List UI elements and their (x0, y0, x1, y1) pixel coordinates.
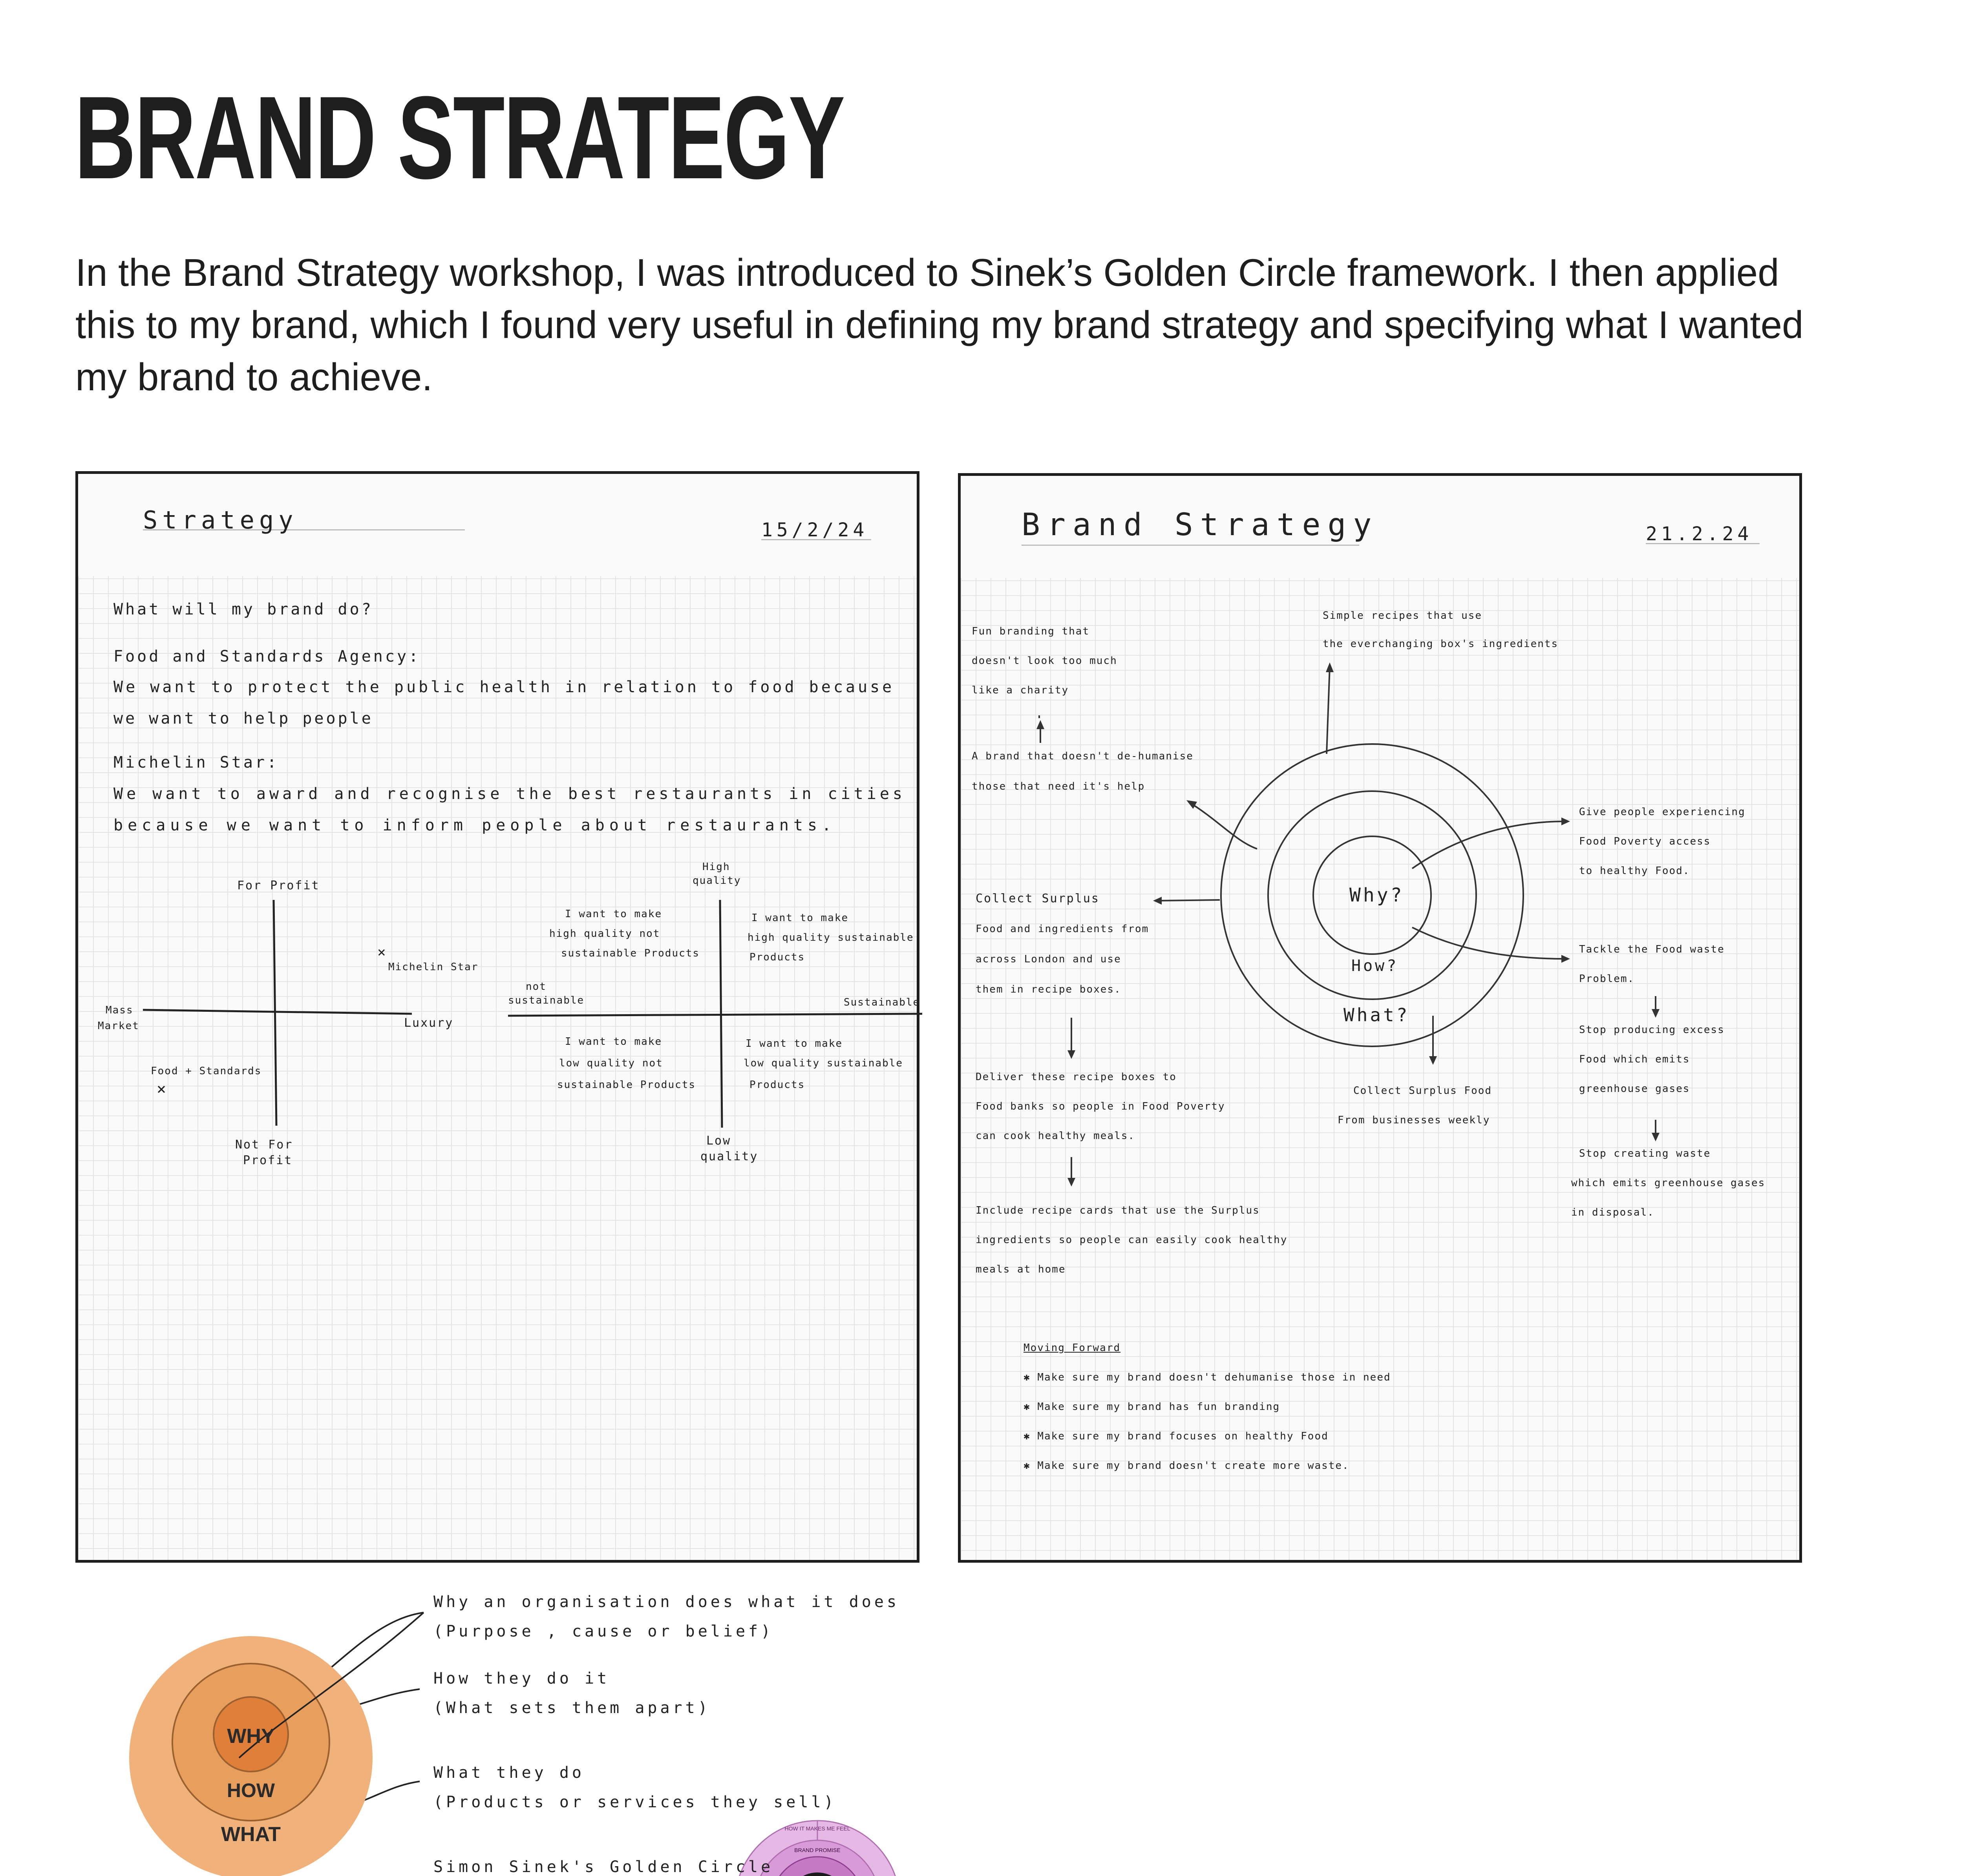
deliver-boxes-line-1: Deliver these recipe boxes to (976, 1071, 1177, 1083)
fsa-line-1: We want to protect the public health in relation to food because (113, 678, 895, 696)
michelin-line-2: because we want to inform people about restaurants. (113, 816, 836, 834)
map2-q-br-1: I want to make (746, 1038, 843, 1050)
map1-point-michelin: Michelin Star (388, 961, 479, 973)
svg-text:×: × (377, 944, 386, 960)
stop-waste-line-3: in disposal. (1571, 1207, 1654, 1218)
dehumanise-line-2: those that need it's help (972, 781, 1145, 792)
map2-q-br-2: low quality sustainable (744, 1057, 903, 1069)
fun-branding-line-3: like a charity (972, 684, 1069, 696)
tackle-waste-line-2: Problem. (1579, 973, 1635, 985)
map1-left-label-1: Mass (106, 1004, 133, 1016)
recipe-cards-line-2: ingredients so people can easily cook healthy (976, 1234, 1288, 1246)
golden-circle-how-label: HOW (227, 1779, 275, 1801)
collect-weekly-line-1: Collect Surplus Food (1353, 1085, 1492, 1097)
collect-surplus-line-2: Food and ingredients from (976, 923, 1149, 935)
give-access-line-2: Food Poverty access (1579, 836, 1711, 847)
left-page-date: 15/2/24 (761, 521, 871, 540)
golden-circle-caption: Simon Sinek's Golden Circle (433, 1858, 774, 1876)
essence-ring-top: HOW IT MAKES ME FEEL (784, 1825, 850, 1832)
map2-q-tl-3: sustainable Products (561, 947, 700, 959)
map2-q-bl-1: I want to make (565, 1036, 662, 1048)
how-note-line-1: How they do it (433, 1669, 610, 1688)
recipe-cards-line-1: Include recipe cards that use the Surplus (976, 1205, 1260, 1216)
map2-left-label-1: not (526, 981, 546, 993)
michelin-line-1: We want to award and recognise the best restaurants in cities (113, 785, 906, 803)
stop-waste-line-1: Stop creating waste (1579, 1148, 1711, 1159)
right-notebook-page (958, 473, 1802, 1563)
how-note-line-2: (What sets them apart) (433, 1699, 711, 1717)
left-notebook-page (75, 471, 920, 1876)
map1-point-fsa: Food + Standards (151, 1065, 262, 1077)
map2-bottom-label-2: quality (700, 1150, 759, 1163)
give-access-line-3: to healthy Food. (1579, 865, 1690, 877)
map2-right-label: Sustainable (844, 997, 920, 1008)
moving-forward-title: Moving Forward (1024, 1342, 1121, 1354)
map2-q-tl-1: I want to make (565, 908, 662, 920)
map1-left-label-2: Market (98, 1020, 139, 1032)
page-title: BRAND STRATEGY (75, 71, 844, 203)
collect-surplus-line-3: across London and use (976, 953, 1121, 965)
intro-paragraph: In the Brand Strategy workshop, I was introduced to Sinek’s Golden Circle framework. I then applied this to my brand, which I found very useful in defining my brand strategy and specifying what I wanted my brand to achieve. (75, 251, 1804, 399)
map1-right-label: Luxury (404, 1016, 454, 1030)
why-note-line-2: (Purpose , cause or belief) (433, 1622, 774, 1640)
fun-branding-line-1: Fun branding that (972, 625, 1090, 637)
right-page-heading: Brand Strategy (1022, 505, 1359, 546)
brand-question: What will my brand do? (113, 600, 373, 618)
why-note-line-1: Why an organisation does what it does (433, 1593, 900, 1611)
dehumanise-line-1: A brand that doesn't de-humanise (972, 750, 1194, 762)
golden-circle-what-label: WHAT (221, 1823, 281, 1846)
what-note-line-2: (Products or services they sell) (433, 1793, 837, 1811)
svg-text:×: × (157, 1080, 166, 1098)
map2-q-tr-3: Products (749, 951, 805, 963)
give-access-line-1: Give people experiencing (1579, 806, 1745, 818)
map1-top-label: For Profit (237, 879, 320, 892)
fun-branding-line-2: doesn't look too much (972, 655, 1117, 667)
fsa-line-2: we want to help people (113, 709, 373, 728)
stop-excess-line-1: Stop producing excess (1579, 1024, 1725, 1036)
michelin-title: Michelin Star: (113, 753, 279, 772)
moving-forward-item: ✱ Make sure my brand has fun branding (1024, 1401, 1280, 1413)
circle-what-label: What? (1343, 1004, 1410, 1026)
circle-how-label: How? (1351, 957, 1399, 975)
map1-bottom-label-1: Not For (235, 1138, 293, 1152)
recipe-cards-line-3: meals at home (976, 1263, 1066, 1275)
golden-circle-why-label: WHY (227, 1725, 275, 1748)
simple-recipes-line-1: Simple recipes that use (1323, 610, 1482, 622)
deliver-boxes-line-3: can cook healthy meals. (976, 1130, 1135, 1142)
collect-surplus-line-4: them in recipe boxes. (976, 984, 1121, 995)
simple-recipes-line-2: the everchanging box's ingredients (1323, 638, 1559, 650)
map2-q-bl-2: low quality not (559, 1057, 663, 1069)
map2-top-label-1: High (702, 861, 730, 873)
map2-q-tr-2: high quality sustainable (748, 932, 914, 943)
stop-waste-line-2: which emits greenhouse gases (1571, 1177, 1766, 1189)
right-page-date: 21.2.24 (1646, 525, 1760, 544)
essence-inner-top: BRAND PROMISE (794, 1847, 841, 1853)
map2-bottom-label-1: Low (706, 1134, 731, 1148)
stop-excess-line-2: Food which emits (1579, 1053, 1690, 1065)
map2-q-br-3: Products (749, 1079, 805, 1091)
left-page-heading: Strategy (143, 511, 465, 530)
map2-top-label-2: quality (693, 875, 741, 887)
fsa-title: Food and Standards Agency: (113, 647, 421, 666)
moving-forward-item: ✱ Make sure my brand doesn't dehumanise those in need (1024, 1371, 1391, 1383)
map2-q-bl-3: sustainable Products (557, 1079, 696, 1091)
map2-q-tl-2: high quality not (549, 928, 660, 940)
circle-why-label: Why? (1349, 884, 1404, 906)
map2-q-tr-1: I want to make (751, 912, 849, 924)
collect-weekly-line-2: From businesses weekly (1338, 1114, 1490, 1126)
map1-bottom-label-2: Profit (243, 1154, 293, 1167)
moving-forward-item: ✱ Make sure my brand doesn't create more waste. (1024, 1460, 1349, 1472)
stop-excess-line-3: greenhouse gases (1579, 1083, 1690, 1095)
collect-surplus-line-1: Collect Surplus (976, 892, 1100, 905)
moving-forward-item: ✱ Make sure my brand focuses on healthy Food (1024, 1430, 1329, 1442)
what-note-line-1: What they do (433, 1764, 585, 1782)
map2-left-label-2: sustainable (508, 995, 585, 1006)
tackle-waste-line-1: Tackle the Food waste (1579, 943, 1725, 955)
deliver-boxes-line-2: Food banks so people in Food Poverty (976, 1101, 1225, 1112)
